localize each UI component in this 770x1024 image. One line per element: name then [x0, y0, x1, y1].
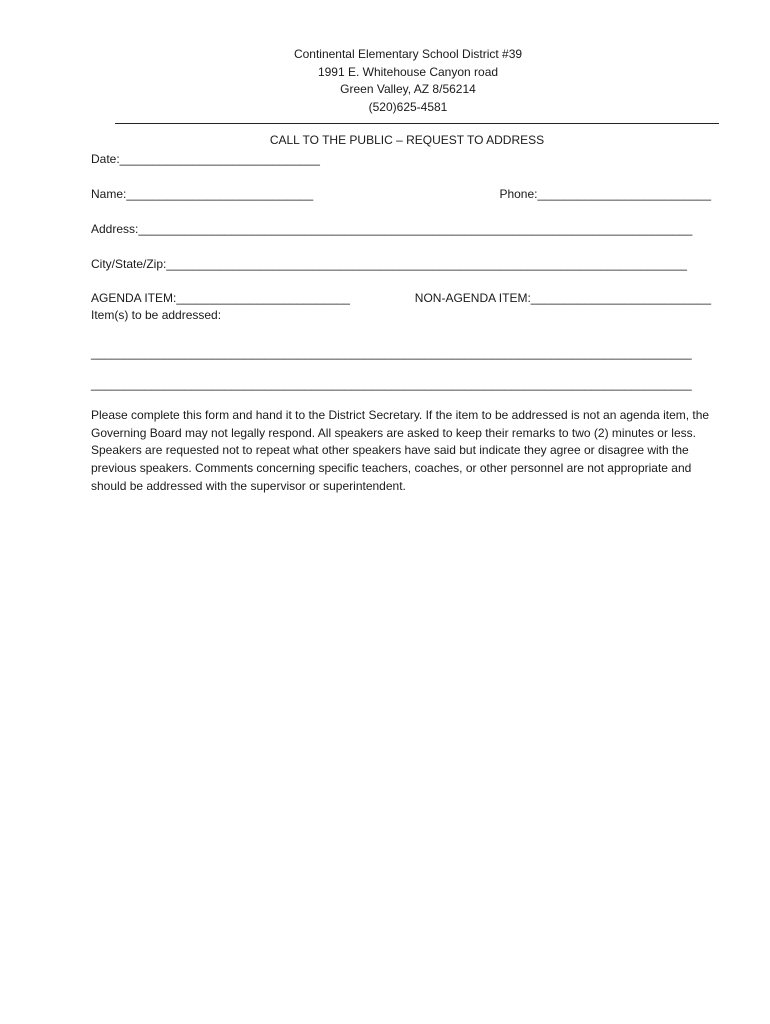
district-phone: (520)625-4581	[368, 99, 448, 114]
form-title: CALL TO THE PUBLIC – REQUEST TO ADDRESS	[269, 133, 545, 147]
items-blank-line-1: __________________________________________________________________________________________	[91, 346, 692, 360]
header-divider	[115, 123, 719, 124]
date-field: Date:______________________________	[91, 152, 320, 166]
district-street-address: 1991 E. Whitehouse Canyon road	[317, 64, 499, 79]
items-addressed-label: Item(s) to be addressed:	[91, 308, 222, 322]
non-agenda-item-field: NON-AGENDA ITEM:___________________________	[414, 291, 711, 305]
city-state-zip-field: City/State/Zip:______________________________________________________________________________	[91, 257, 687, 271]
instructions-paragraph: Please complete this form and hand it to the District Secretary. If the item to be addressed is not an agenda item, the Governing Board may not legally respond. All speakers are asked to keep their remarks to two (2) minutes or less. Speakers are requested not to repeat what other speakers have said but indicate they agree or disagree with the previous speakers. Comments concerning specific teachers, coaches, or other personnel are not appropriate and should be addressed with the supervisor or superintendent.	[91, 408, 710, 493]
phone-field: Phone:__________________________	[499, 187, 711, 201]
items-blank-line-2: __________________________________________________________________________________________	[91, 377, 692, 391]
district-name: Continental Elementary School District #39	[293, 47, 523, 61]
district-city-state-zip: Green Valley, AZ 8/56214	[340, 82, 476, 96]
agenda-item-field: AGENDA ITEM:__________________________	[91, 291, 350, 305]
address-field: Address:___________________________________________________________________________________	[91, 222, 693, 236]
letterhead	[0, 46, 770, 116]
name-field: Name:____________________________	[91, 187, 314, 201]
